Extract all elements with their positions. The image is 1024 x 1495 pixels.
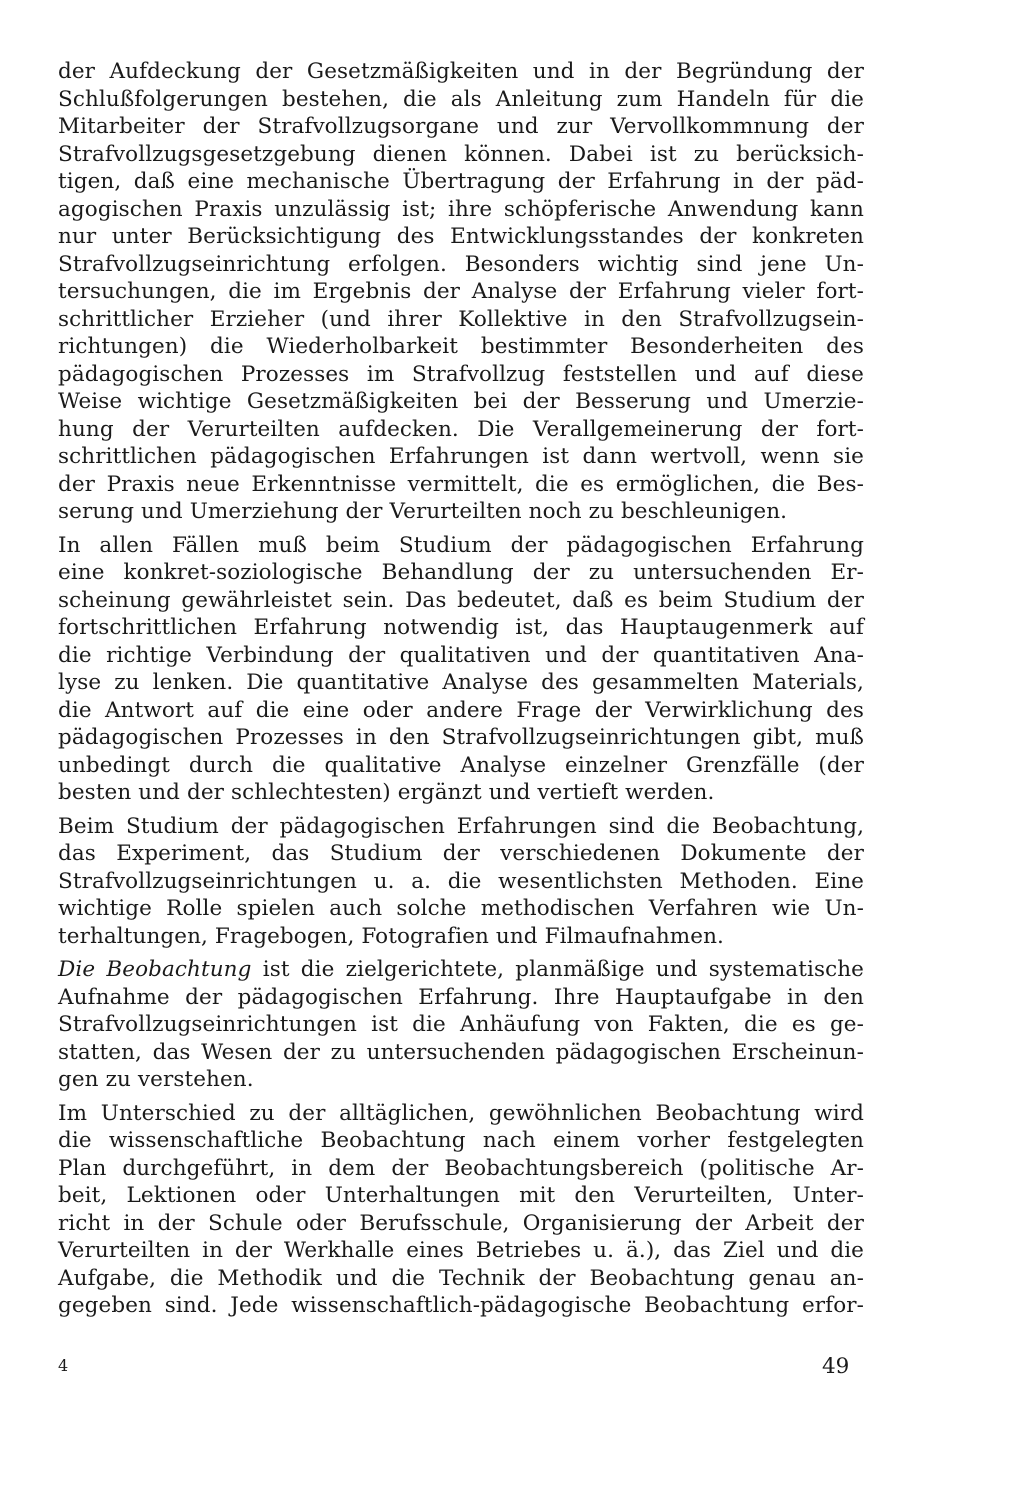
text-line: terhaltungen, Fragebogen, Fotografien und Filmaufnahmen. [58,923,724,949]
text-line: In allen Fällen muß beim Studium der pädagogischen Erfahrung [58,532,864,558]
paragraph [58,532,864,807]
italic-term: Die Beobachtung [58,957,252,982]
text-line: Strafvollzugseinrichtungen u. a. die wesentlichsten Methoden. Eine [58,868,864,894]
text-line: Mitarbeiter der Strafvollzugsorgane und zur Vervollkommnung der [58,114,864,139]
text-line: gen zu verstehen. [58,1067,254,1092]
text-line: tersuchungen, die im Ergebnis der Analyse der Erfahrung vieler fort- [58,279,864,304]
text-line: schrittlichen pädagogischen Erfahrungen ist dann wertvoll, wenn sie [58,444,864,469]
text-line: eine konkret-soziologische Behandlung der zu untersuchenden Er- [58,560,864,585]
text-line: Verurteilten in der Werkhalle eines Betriebes u. ä.), das Ziel und die [58,1238,864,1263]
text-line: die wissenschaftliche Beobachtung nach einem vorher festgelegten [58,1128,864,1153]
text-line: Im Unterschied zu der alltäglichen, gewöhnlichen Beobachtung wird [58,1100,864,1126]
text-line: die richtige Verbindung der qualitativen und der quantitativen Ana- [58,642,864,668]
text-line: nur unter Berücksichtigung des Entwicklungsstandes der konkreten [58,224,864,249]
text-line: Schlußfolgerungen bestehen, die als Anleitung zum Handeln für die [58,86,864,112]
text-line: Weise wichtige Gesetzmäßigkeiten bei der Besserung und Umerzie- [58,389,864,414]
text-line: richtungen) die Wiederholbarkeit bestimmter Besonderheiten des [58,334,864,359]
text-line: richt in der Schule oder Berufsschule, Organisierung der Arbeit der [58,1210,864,1236]
text-line: wichtige Rolle spielen auch solche methodischen Verfahren wie Un- [58,896,864,921]
signature-mark: 4 [58,1356,69,1375]
text-line: schrittlicher Erzieher (und ihrer Kollektive in den Strafvollzugsein- [58,306,864,332]
text-line: gegeben sind. Jede wissenschaftlich-pädagogische Beobachtung erfor- [58,1293,864,1318]
text-run: ist die zielgerichtete, planmäßige und systematische [251,957,864,982]
paragraph [58,956,864,1094]
text-line: Aufgabe, die Methodik und die Technik der Beobachtung genau an- [58,1265,864,1291]
text-line: Plan durchgeführt, in dem der Beobachtungsbereich (politische Ar- [58,1155,864,1181]
text-line: Strafvollzugseinrichtungen ist die Anhäufung von Fakten, die es ge- [58,1012,864,1037]
text-line: beit, Lektionen oder Unterhaltungen mit den Verurteilten, Unter- [58,1183,864,1208]
text-line: agogischen Praxis unzulässig ist; ihre schöpferische Anwendung kann [58,196,864,222]
text-line: pädagogischen Prozesses in den Strafvollzugseinrichtungen gibt, muß [58,725,864,750]
text-line: hung der Verurteilten aufdecken. Die Verallgemeinerung der fort- [58,416,864,442]
text-line: Strafvollzugsgesetzgebung dienen können. Dabei ist zu berücksich- [58,141,864,167]
paragraph [58,1100,864,1320]
text-line: besten und der schlechtesten) ergänzt und vertieft werden. [58,780,715,805]
text-line: scheinung gewährleistet sein. Das bedeutet, daß es beim Studium der [58,587,864,613]
text-line: das Experiment, das Studium der verschiedenen Dokumente der [58,841,864,866]
text-line [58,956,864,984]
text-line: statten, das Wesen der zu untersuchenden pädagogischen Erscheinun- [58,1039,864,1065]
text-line: serung und Umerziehung der Verurteilten noch zu beschleunigen. [58,499,788,524]
text-line: die Antwort auf die eine oder andere Frage der Verwirklichung des [58,697,864,723]
body-text [58,58,864,1320]
text-line: der Aufdeckung der Gesetzmäßigkeiten und in der Begründung der [58,59,864,84]
text-line: pädagogischen Prozesses im Strafvollzug feststellen und auf diese [58,361,864,387]
text-line: der Praxis neue Erkenntnisse vermittelt, die es ermöglichen, die Bes- [58,471,864,497]
text-line: Strafvollzugseinrichtung erfolgen. Besonders wichtig sind jene Un- [58,251,864,277]
paragraph [58,58,864,526]
text-line: tigen, daß eine mechanische Übertragung der Erfahrung in der päd- [58,169,864,194]
text-line: unbedingt durch die qualitative Analyse einzelner Grenzfälle (der [58,752,864,778]
text-line: fortschrittlichen Erfahrung notwendig ist, das Hauptaugenmerk auf [58,615,864,640]
paragraph [58,813,864,951]
text-line: Aufnahme der pädagogischen Erfahrung. Ihre Hauptaufgabe in den [58,984,864,1010]
text-line: lyse zu lenken. Die quantitative Analyse des gesammelten Materials, [58,670,864,695]
page-number: 49 [822,1354,850,1379]
text-line: Beim Studium der pädagogischen Erfahrungen sind die Beobachtung, [58,813,864,839]
